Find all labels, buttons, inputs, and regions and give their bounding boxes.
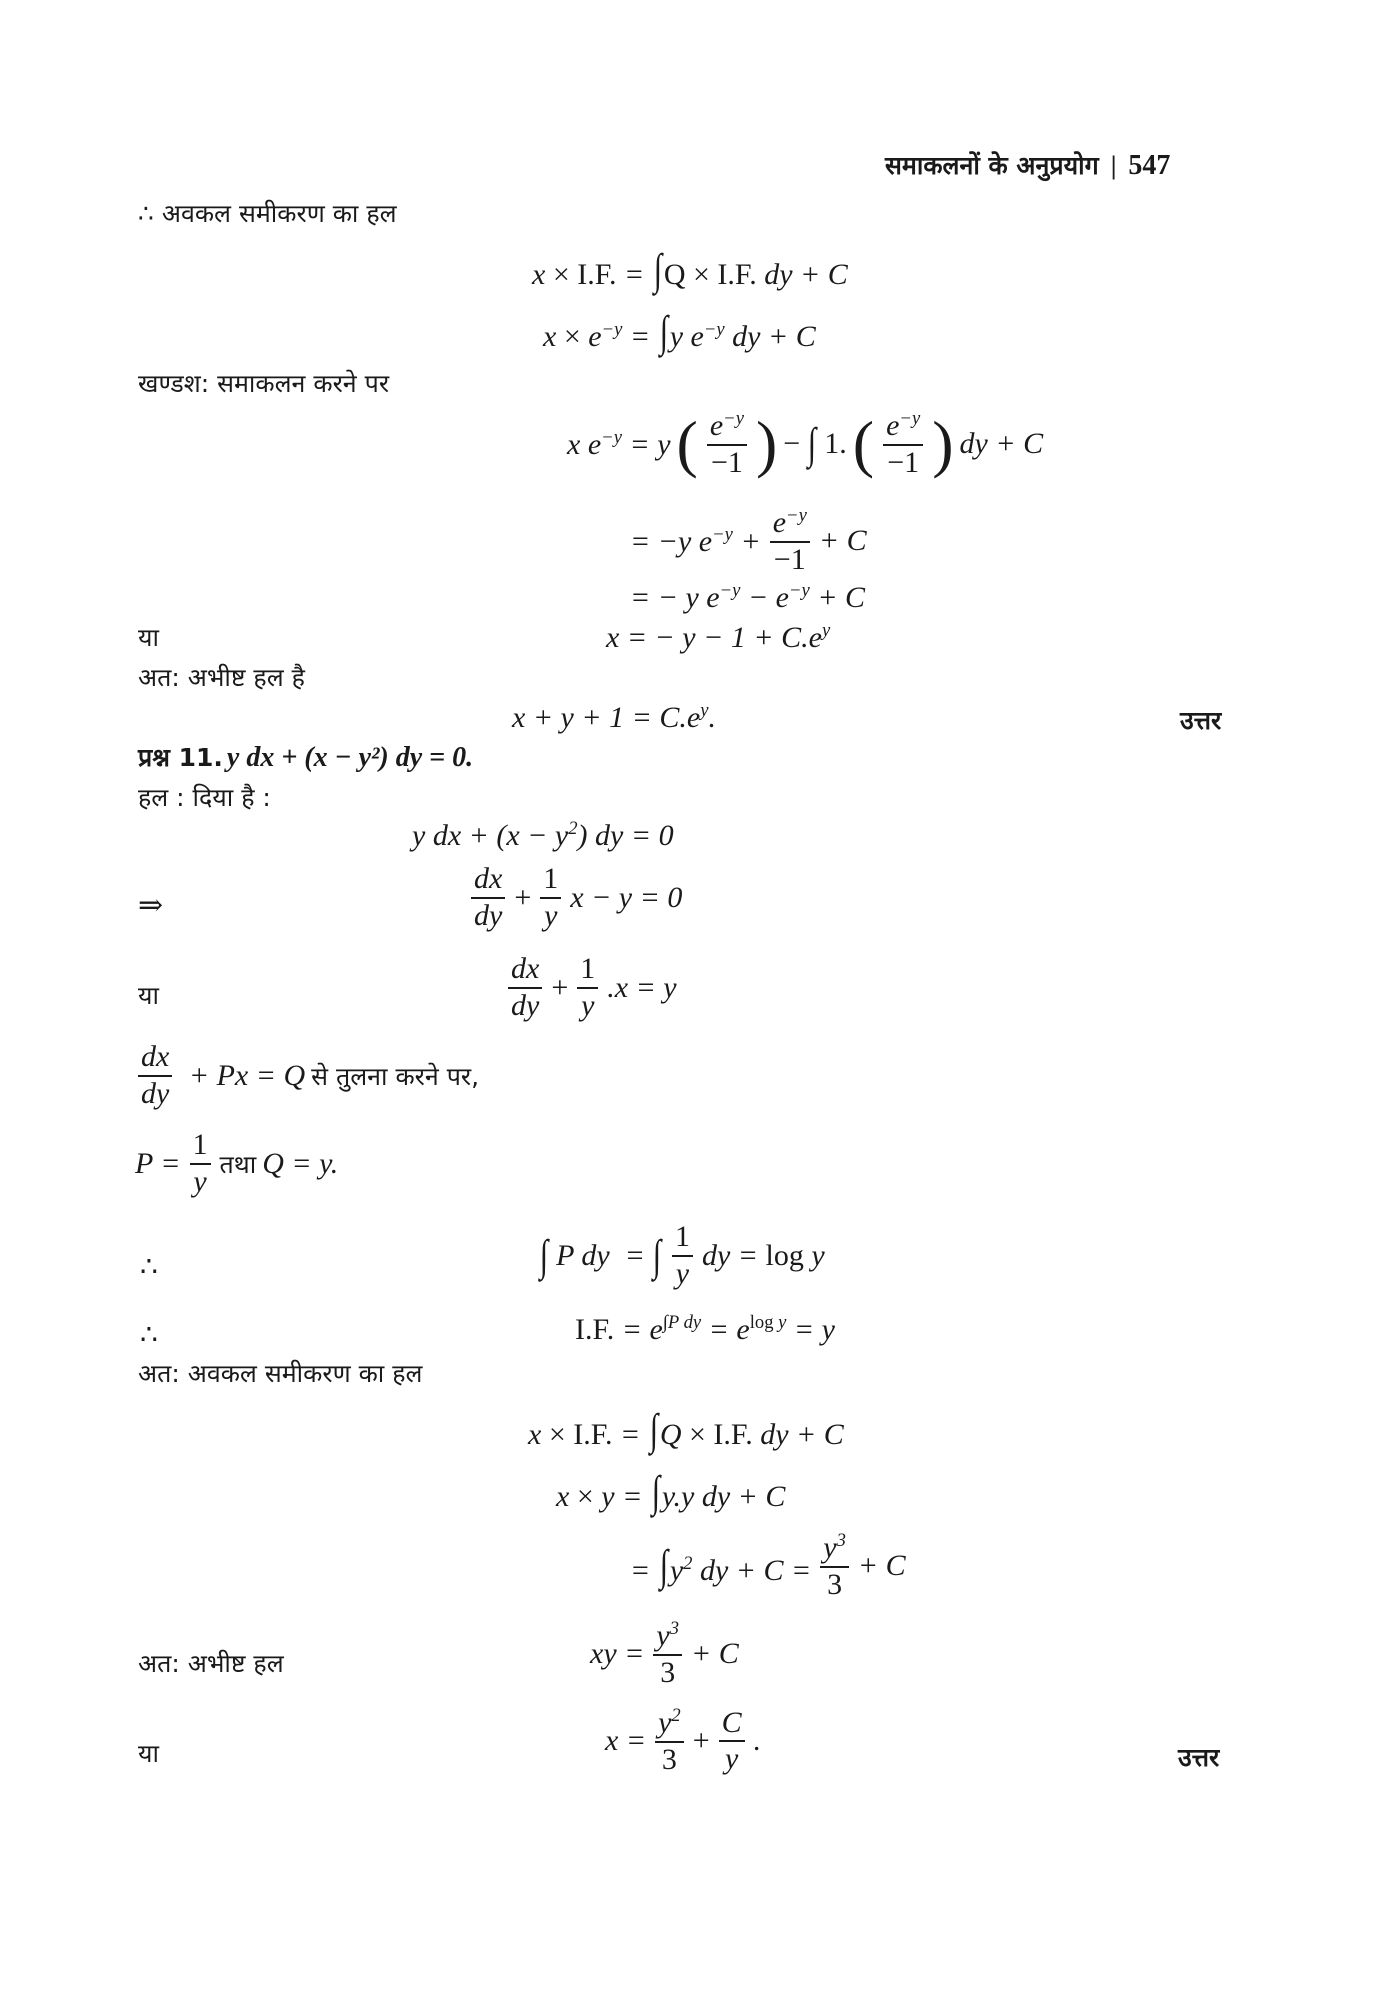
or-text-3: या bbox=[138, 1739, 159, 1768]
question-label: प्रश्न 11. bbox=[138, 743, 223, 772]
equation-xe-y: $x \times e^{-y} = \int y$ $e^{-y}$ dy + C bbox=[543, 307, 816, 356]
p-q-values: P = $\frac{1}{y}$ तथा Q = y. bbox=[135, 1128, 339, 1198]
implies-symbol: ⇒ bbox=[138, 889, 164, 922]
tatha-text: तथा bbox=[219, 1149, 257, 1179]
therefore-solution-text: ∴ अवकल समीकरण का हल bbox=[138, 199, 397, 228]
hence-required-text: अत: अभीष्ट हल bbox=[138, 1649, 284, 1678]
question-expression: y dx + (x − y²) dy = 0. bbox=[226, 742, 474, 773]
equation-integral-y2: = $\int y^2$ dy + C = $\frac{y^3}{3}$ + C bbox=[630, 1530, 906, 1601]
header-separator: | bbox=[1110, 151, 1117, 180]
equation-if: I.F. = $e^{\int P dy} = e^{log y} = y$ bbox=[575, 1312, 835, 1346]
answer-label-2: उत्तर bbox=[1178, 1743, 1220, 1772]
equation-final-1: $x + y + 1 = C.e^y$. bbox=[512, 700, 716, 734]
equation-simplify-2: = − y $e^{-y} - e^{-y} + C$ bbox=[630, 580, 866, 614]
therefore-symbol-1: ∴ bbox=[140, 1252, 158, 1283]
equation-x-solution: x = − $y - 1 + C.e^y$ bbox=[606, 620, 831, 654]
equation-linear-form: $\frac{dx}{dy}$ + $\frac{1}{y}$ .x = y bbox=[505, 952, 677, 1023]
compare-text: से तुलना करने पर, bbox=[311, 1061, 480, 1091]
page-header bbox=[885, 148, 1170, 182]
running-title: समाकलनों के अनुप्रयोग bbox=[885, 151, 1099, 180]
equation-rearranged: $\frac{dx}{dy}$ + $\frac{1}{y}$ x − y = 0 bbox=[468, 862, 682, 933]
equation-xif-1: x × I.F. = ∫Q × I.F. dy + C bbox=[532, 245, 848, 294]
page-number: 547 bbox=[1128, 150, 1171, 181]
equation-xy-result: xy = $\frac{y^3}{3}$ + C bbox=[590, 1618, 739, 1689]
equation-given: y dx + $(x - y^2)$ dy = 0 bbox=[412, 818, 674, 852]
equation-xy-integral: x × y = ∫y.y dy + C bbox=[556, 1467, 786, 1516]
or-text-1: या bbox=[138, 623, 159, 652]
required-solution-text: अत: अभीष्ट हल है bbox=[138, 663, 305, 692]
equation-by-parts: x $e^{-y} = y$ ( $\frac{e^{-y}}{-1}$ ) − ∫ 1. ( $\frac{e^{-y}}{-1}$ ) dy + C bbox=[567, 408, 1044, 479]
question-11 bbox=[138, 740, 473, 774]
equation-integral-p: ∫ P dy = ∫ $\frac{1}{y}$ dy = log y bbox=[539, 1220, 825, 1290]
equation-simplify-1: = −y $e^{-y}$ + $\frac{e^{-y}}{-1}$ + C bbox=[630, 505, 867, 576]
answer-label-1: उत्तर bbox=[1180, 706, 1222, 735]
equation-xif-2: x × I.F. = ∫Q × I.F. dy + C bbox=[528, 1405, 844, 1454]
solution-given-text: हल : दिया है : bbox=[138, 783, 271, 812]
equation-x-result: x = $\frac{y^2}{3}$ + $\frac{C}{y}$ . bbox=[605, 1705, 762, 1776]
hence-solution-text: अत: अवकल समीकरण का हल bbox=[138, 1359, 423, 1388]
compare-line: $\frac{dx}{dy}$ + Px = Q से तुलना करने पर, bbox=[135, 1040, 479, 1111]
or-text-2: या bbox=[138, 981, 159, 1010]
therefore-symbol-2: ∴ bbox=[140, 1320, 158, 1351]
by-parts-text: खण्डश: समाकलन करने पर bbox=[138, 369, 390, 398]
